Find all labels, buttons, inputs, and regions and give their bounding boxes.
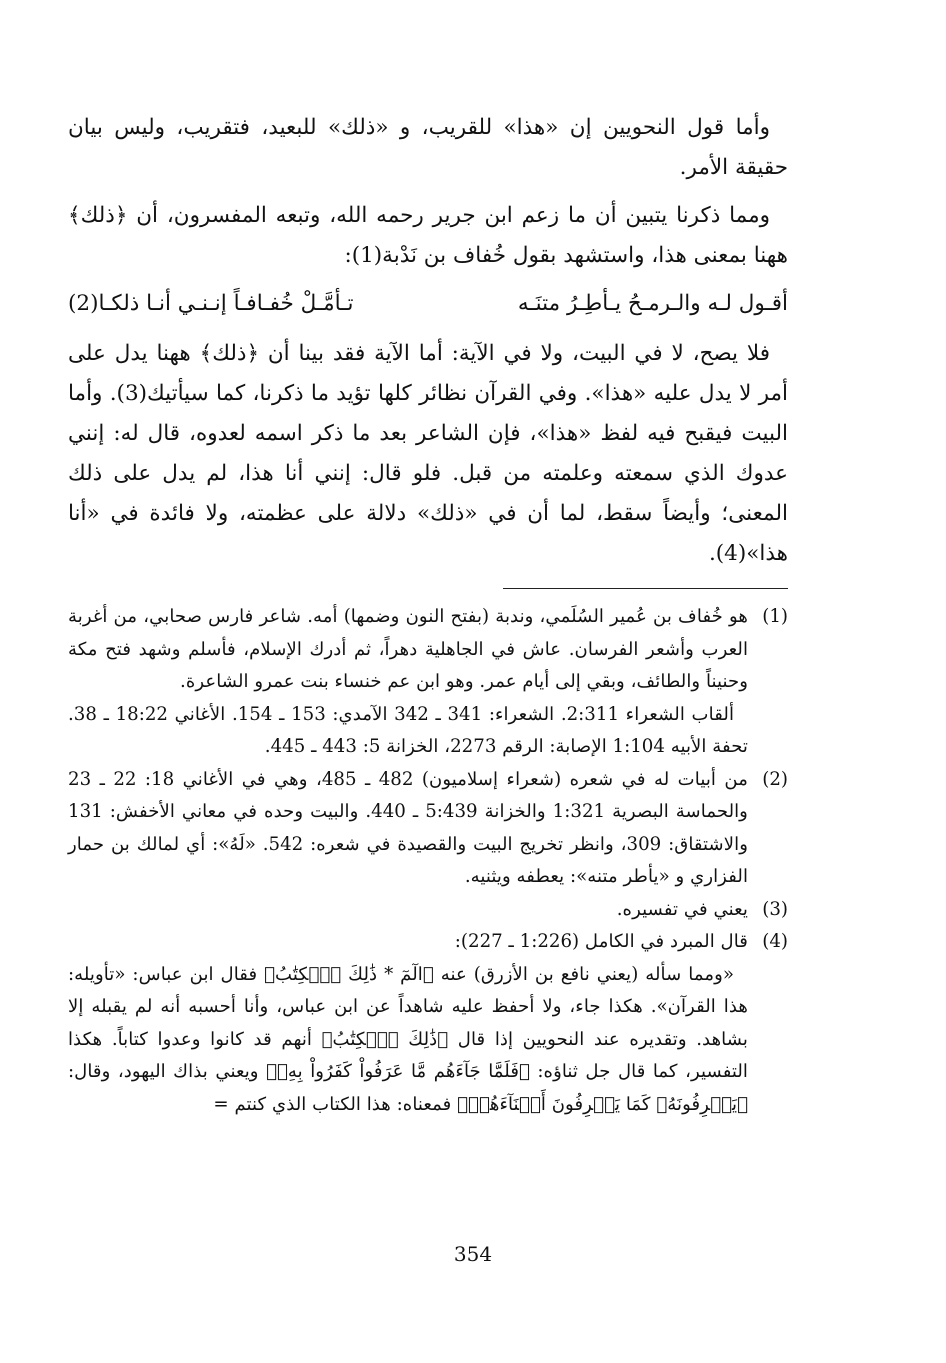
footnote-text: يعني في تفسيره.: [616, 898, 748, 920]
footnote-separator: [503, 588, 788, 589]
poem-verse: [68, 284, 788, 324]
footnote-body: [68, 764, 748, 894]
page-number: 354: [453, 1242, 493, 1266]
footnote-2: [68, 764, 788, 894]
footnotes: [68, 601, 788, 1121]
footnote-number: (1): [762, 606, 788, 627]
footnote-3: [68, 894, 788, 927]
footnote-1: [68, 601, 788, 764]
footnote-text: من أبيات له في شعره (شعراء إسلاميون) 482 ـ 485، وهي في الأغاني 18: 22 ـ 23 والحماسة البصرية 1:321 والخزانة 5:439 ـ 440. والبيت وحده في معاني الأخفش: 131 والاشتقاق: 309، وانظر تخريج البيت والقصيدة في شعره: 542. «لَهُ»: أي لمالك بن حمار الفزاري و «يأطر متنه»: يعطفه ويثنيه.: [68, 768, 748, 887]
verse-hemistich-second: تـأمَّـلْ خُفـافـاً إنـنـي أنـا ذلكـا(2): [68, 291, 354, 316]
page-content: [68, 108, 788, 1121]
footnote-number: (3): [762, 898, 788, 920]
footnote-quote: «ومما سأله (يعني نافع بن الأزرق) عنه ﴿الٓمٓ * ذَٰلِكَ ٱلۡكِتَٰبُ﴾ فقال ابن عباس: «تأويله: هذا القرآن». هكذا جاء، ولا أحفظ عليه شاهداً عن ابن عباس، وأنا أحسبه أنه لم يقبله إلا بشاهد. وتقديره عند النحويين إذا قال ﴿ذَٰلِكَ ٱلۡكِتَٰبُ﴾ أنهم قد كانوا وعدوا كتاباً. هكذا التفسير، كما قال جل ثناؤه: ﴿فَلَمَّا جَآءَهُم مَّا عَرَفُواْ كَفَرُواْ بِهِۦ﴾ ويعني بذاك اليهود، وقال: ﴿يَعۡرِفُونَهُۥ كَمَا يَعۡرِفُونَ أَبۡنَآءَهُمۡ﴾ فمعناه: هذا الكتاب الذي كنتم =: [68, 963, 748, 1115]
paragraph-2: ومما ذكرنا يتبين أن ما زعم ابن جرير رحمه الله، وتبعه المفسرون، أن ﴿ذلك﴾ ههنا بمعنى هذا، واستشهد بقول خُفاف بن نَدْبة(1):: [68, 203, 788, 268]
footnote-text: هو خُفاف بن عُمير السُلَمي، وندبة (بفتح النون وضمها) أمه. شاعر فارس صحابي، من أغربة العرب وأشعر الفرسان. عاش في الجاهلية دهراً، ثم أدرك الإسلام، فأسلم وشهد فتح مكة وحنيناً والطائف، وبقي إلى أيام عمر. وهو ابن عم خنساء بنت عمرو الشاعرة.: [68, 606, 748, 692]
paragraph-1: وأما قول النحويين إن «هذا» للقريب، و «ذلك» للبعيد، فتقريب، وليس بيان حقيقة الأمر.: [68, 115, 788, 180]
footnote-4: [68, 926, 788, 1121]
footnote-number: (2): [762, 768, 788, 790]
footnote-text: قال المبرد في الكامل (1:226 ـ 227):: [454, 931, 748, 952]
footnote-body: [68, 601, 748, 764]
footnote-body: [68, 894, 748, 927]
paragraph-3: فلا يصح، لا في البيت، ولا في الآية: أما الآية فقد بينا أن ﴿ذلك﴾ ههنا يدل على أمر لا يدل عليه «هذا». وفي القرآن نظائر كلها تؤيد ما ذكرنا، كما سيأتيك(3). وأما البيت فيقبح فيه لفظ «هذا»، فإن الشاعر بعد ما ذكر اسمه لعدوه، قال له: إنني عدوك الذي سمعته وعلمته من قبل. فلو قال: إنني أنا هذا، لم يدل على ذلك المعنى؛ وأيضاً سقط، لما أن في «ذلك» دلالة على عظمته، ولا فائدة في «أنا هذا»(4).: [68, 341, 789, 566]
footnote-text: ألقاب الشعراء 2:311. الشعراء: 341 ـ 342 الآمدي: 153 ـ 154. الأغاني 18:22 ـ 38. تحفة الأبيه 1:104 الإصابة: الرقم 2273، الخزانة 5: 443 ـ 445.: [68, 703, 748, 757]
footnote-body: [68, 926, 748, 1121]
footnote-number: (4): [762, 931, 788, 952]
verse-hemistich-first: أقـول لـه والـرمـحُ يـأطِـرُ متنَـه: [517, 291, 788, 316]
